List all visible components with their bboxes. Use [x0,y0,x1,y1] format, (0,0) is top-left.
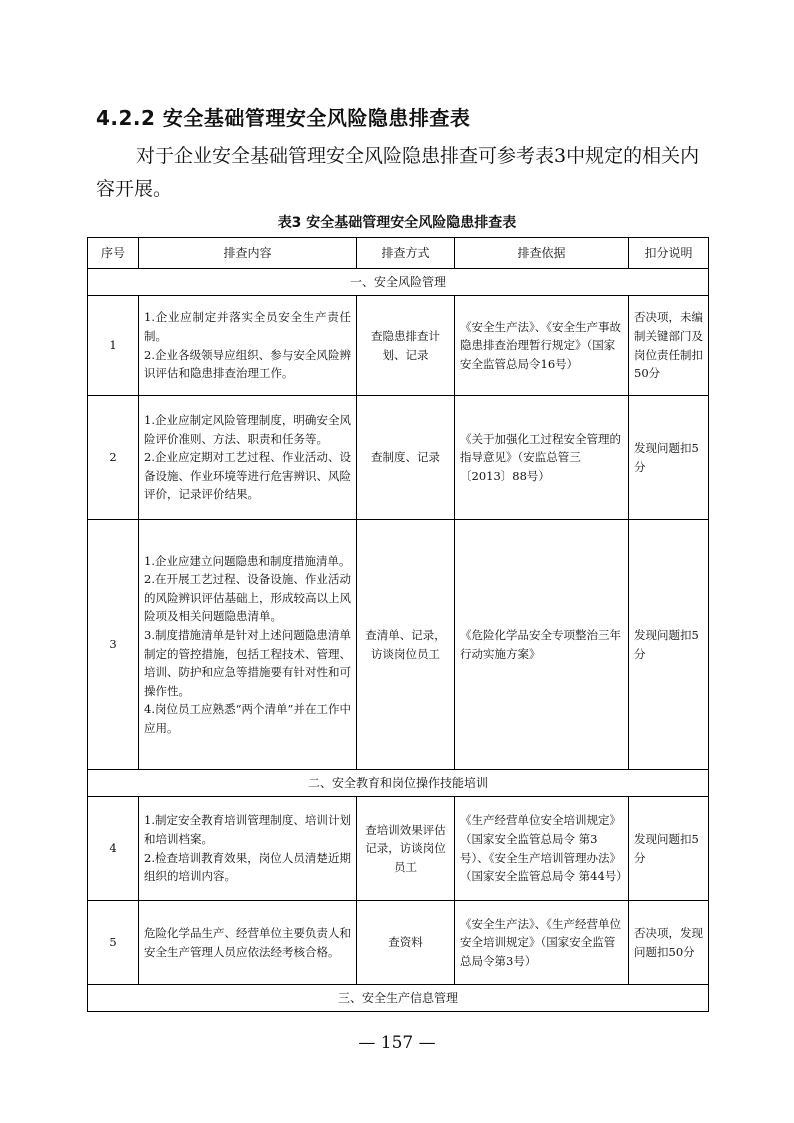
row-content [139,901,357,985]
row-method: 查清单、记录，访谈岗位员工 [357,520,455,770]
content-item: 3.制度措施清单是针对上述问题隐患清单制定的管控措施，包括工程技术、管理、培训、防护和应急等措施要有针对性和可操作性。 [144,627,351,698]
intro-text: 对于企业安全基础管理安全风险隐患排查可参考表3中规定的相关内容开展。 [96,145,700,200]
content-item: 1.制定安全教育培训管理制度、培训计划和培训档案。 [144,813,351,846]
section-title: 一、安全风险管理 [88,269,709,296]
row-basis: 《安全生产法》、《生产经营单位安全培训规定》（国家安全监管总局令第3号） [455,901,629,985]
row-deduction: 否决项，未编制关键部门及岗位责任制扣50分 [629,296,709,396]
row-deduction: 发现问题扣5分 [629,520,709,770]
content-item: 2.企业应定期对工艺过程、作业活动、设备设施、作业环境等进行危害辨识、风险评价，记录评价结果。 [144,450,351,502]
table-row [88,520,709,770]
section-title: 三、安全生产信息管理 [88,985,709,1012]
header-method: 排查方式 [357,238,455,269]
row-content [139,396,357,520]
content-item: 2.在开展工艺过程、设备设施、作业活动的风险辨识评估基础上，形成较高以上风险项及相关问题隐患清单。 [144,572,351,624]
section-heading: 4.2.2 安全基础管理安全风险隐患排查表 [96,106,471,130]
content-item: 1.企业应制定并落实全员安全生产责任制。 [144,310,351,343]
section-row [88,770,709,797]
content-item: 1.企业应制定风险管理制度，明确安全风险评价准则、方法、职责和任务等。 [144,413,351,446]
row-deduction: 发现问题扣5分 [629,797,709,901]
row-content [139,797,357,901]
content-item: 危险化学品生产、经营单位主要负责人和安全生产管理人员应依法经考核合格。 [144,925,351,959]
row-method: 查隐患排查计划、记录 [357,296,455,396]
header-content: 排查内容 [139,238,357,269]
header-deduction: 扣分说明 [629,238,709,269]
header-basis: 排查依据 [455,238,629,269]
table-caption: 表3 安全基础管理安全风险隐患排查表 [277,215,517,231]
table-row [88,296,709,396]
row-method: 查资料 [357,901,455,985]
row-deduction: 发现问题扣5分 [629,396,709,520]
row-basis: 《安全生产法》、《安全生产事故隐患排查治理暂行规定》（国家安全监管总局令16号） [455,296,629,396]
row-basis: 《关于加强化工过程安全管理的指导意见》（安监总管三〔2013〕88号） [455,396,629,520]
table-row [88,797,709,901]
row-method: 查制度、记录 [357,396,455,520]
row-method: 查培训效果评估记录，访谈岗位员工 [357,797,455,901]
header-no: 序号 [88,238,139,269]
row-no: 5 [88,901,139,985]
content-item: 1.企业应建立问题隐患和制度措施清单。 [144,553,351,568]
section-title: 二、安全教育和岗位操作技能培训 [88,770,709,797]
table-row [88,396,709,520]
section-row [88,269,709,296]
row-no: 4 [88,797,139,901]
row-no: 1 [88,296,139,396]
hazard-checklist-table [87,237,709,1012]
section-row [88,985,709,1012]
row-content [139,296,357,396]
row-deduction: 否决项，发现问题扣50分 [629,901,709,985]
row-basis: 《生产经营单位安全培训规定》（国家安全监管总局令 第3号）、《安全生产培训管理办法》（国家安全监管总局令 第44号） [455,797,629,901]
row-content [139,520,357,770]
row-basis: 《危险化学品安全专项整治三年行动实施方案》 [455,520,629,770]
page-number: — 157 — [358,1033,436,1053]
content-item: 4.岗位员工应熟悉“两个清单”并在工作中应用。 [144,702,351,735]
table-header-row [88,238,709,269]
content-item: 2.检查培训教育效果，岗位人员清楚近期组织的培训内容。 [144,850,351,884]
content-item: 2.企业各级领导应组织、参与安全风险辨识评估和隐患排查治理工作。 [144,347,351,381]
intro-paragraph [96,140,702,206]
row-no: 2 [88,396,139,520]
table-row [88,901,709,985]
row-no: 3 [88,520,139,770]
